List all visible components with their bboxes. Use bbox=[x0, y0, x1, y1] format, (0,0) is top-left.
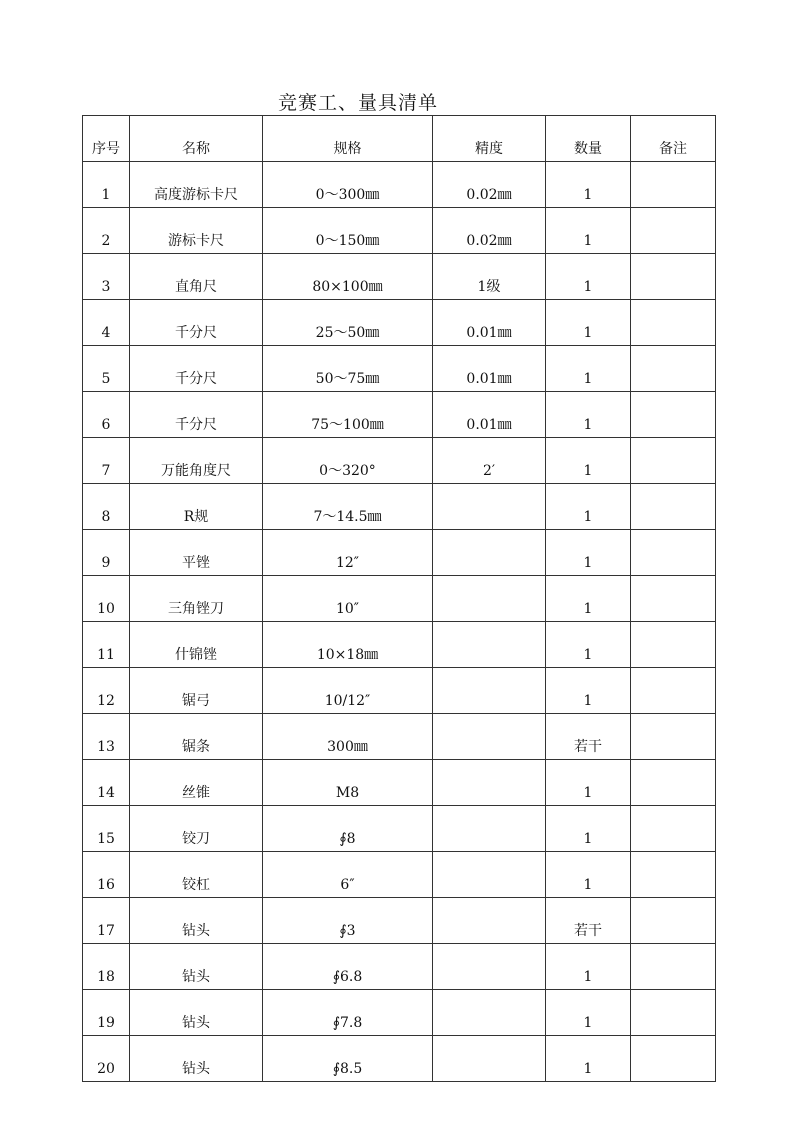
table-row bbox=[83, 898, 716, 944]
cell-name: 千分尺 bbox=[130, 300, 263, 346]
cell-index: 16 bbox=[83, 852, 130, 898]
cell-quantity: 1 bbox=[546, 346, 631, 392]
table-row bbox=[83, 530, 716, 576]
cell-spec: ∮6.8 bbox=[263, 944, 433, 990]
cell-precision bbox=[433, 484, 546, 530]
cell-quantity: 若干 bbox=[546, 898, 631, 944]
cell-name: 钻头 bbox=[130, 990, 263, 1036]
cell-precision: 0.01㎜ bbox=[433, 346, 546, 392]
cell-name: 铰杠 bbox=[130, 852, 263, 898]
cell-index: 18 bbox=[83, 944, 130, 990]
cell-spec: 25～50㎜ bbox=[263, 300, 433, 346]
cell-spec: 10″ bbox=[263, 576, 433, 622]
cell-remark bbox=[631, 530, 716, 576]
cell-precision bbox=[433, 714, 546, 760]
cell-remark bbox=[631, 990, 716, 1036]
cell-quantity: 1 bbox=[546, 622, 631, 668]
cell-name: 千分尺 bbox=[130, 392, 263, 438]
cell-name: 千分尺 bbox=[130, 346, 263, 392]
cell-spec: 80×100㎜ bbox=[263, 254, 433, 300]
cell-remark bbox=[631, 346, 716, 392]
cell-quantity: 1 bbox=[546, 162, 631, 208]
cell-spec: 0～150㎜ bbox=[263, 208, 433, 254]
cell-index: 17 bbox=[83, 898, 130, 944]
table-row bbox=[83, 392, 716, 438]
table-row bbox=[83, 576, 716, 622]
cell-name: 什锦锉 bbox=[130, 622, 263, 668]
cell-quantity: 1 bbox=[546, 1036, 631, 1082]
table-row bbox=[83, 622, 716, 668]
table-row bbox=[83, 346, 716, 392]
cell-index: 20 bbox=[83, 1036, 130, 1082]
table-row bbox=[83, 438, 716, 484]
cell-spec: ∮7.8 bbox=[263, 990, 433, 1036]
cell-index: 14 bbox=[83, 760, 130, 806]
cell-name: 游标卡尺 bbox=[130, 208, 263, 254]
cell-remark bbox=[631, 254, 716, 300]
cell-index: 11 bbox=[83, 622, 130, 668]
cell-name: 三角锉刀 bbox=[130, 576, 263, 622]
table-row bbox=[83, 162, 716, 208]
cell-name: 铰刀 bbox=[130, 806, 263, 852]
header-precision: 精度 bbox=[433, 116, 546, 162]
cell-precision: 1级 bbox=[433, 254, 546, 300]
cell-spec: 6″ bbox=[263, 852, 433, 898]
cell-index: 6 bbox=[83, 392, 130, 438]
cell-spec: M8 bbox=[263, 760, 433, 806]
cell-index: 9 bbox=[83, 530, 130, 576]
cell-remark bbox=[631, 806, 716, 852]
cell-precision bbox=[433, 622, 546, 668]
table-row bbox=[83, 254, 716, 300]
cell-remark bbox=[631, 622, 716, 668]
cell-quantity: 1 bbox=[546, 990, 631, 1036]
cell-index: 1 bbox=[83, 162, 130, 208]
table-row bbox=[83, 1036, 716, 1082]
cell-precision: 0.01㎜ bbox=[433, 300, 546, 346]
cell-remark bbox=[631, 760, 716, 806]
cell-quantity: 若干 bbox=[546, 714, 631, 760]
cell-index: 10 bbox=[83, 576, 130, 622]
cell-remark bbox=[631, 944, 716, 990]
cell-name: 钻头 bbox=[130, 1036, 263, 1082]
cell-index: 7 bbox=[83, 438, 130, 484]
cell-quantity: 1 bbox=[546, 300, 631, 346]
cell-quantity: 1 bbox=[546, 806, 631, 852]
cell-index: 12 bbox=[83, 668, 130, 714]
cell-remark bbox=[631, 300, 716, 346]
table-row bbox=[83, 300, 716, 346]
cell-quantity: 1 bbox=[546, 484, 631, 530]
table-row bbox=[83, 484, 716, 530]
cell-remark bbox=[631, 438, 716, 484]
header-spec: 规格 bbox=[263, 116, 433, 162]
cell-name: 丝锥 bbox=[130, 760, 263, 806]
cell-precision bbox=[433, 944, 546, 990]
cell-name: 直角尺 bbox=[130, 254, 263, 300]
cell-name: 钻头 bbox=[130, 898, 263, 944]
cell-spec: 10×18㎜ bbox=[263, 622, 433, 668]
cell-quantity: 1 bbox=[546, 760, 631, 806]
cell-spec: ∮3 bbox=[263, 898, 433, 944]
cell-precision bbox=[433, 1036, 546, 1082]
cell-index: 4 bbox=[83, 300, 130, 346]
header-remark: 备注 bbox=[631, 116, 716, 162]
cell-quantity: 1 bbox=[546, 852, 631, 898]
cell-remark bbox=[631, 714, 716, 760]
cell-precision: 0.02㎜ bbox=[433, 162, 546, 208]
cell-precision bbox=[433, 760, 546, 806]
cell-remark bbox=[631, 898, 716, 944]
header-name: 名称 bbox=[130, 116, 263, 162]
cell-precision: 0.02㎜ bbox=[433, 208, 546, 254]
cell-index: 19 bbox=[83, 990, 130, 1036]
cell-spec: 0～320° bbox=[263, 438, 433, 484]
cell-quantity: 1 bbox=[546, 392, 631, 438]
table-row bbox=[83, 944, 716, 990]
document-title: 竞赛工、量具清单 bbox=[278, 92, 439, 114]
cell-quantity: 1 bbox=[546, 530, 631, 576]
table-row bbox=[83, 760, 716, 806]
table-row bbox=[83, 806, 716, 852]
cell-name: 平锉 bbox=[130, 530, 263, 576]
cell-remark bbox=[631, 392, 716, 438]
cell-remark bbox=[631, 668, 716, 714]
cell-precision bbox=[433, 898, 546, 944]
cell-precision bbox=[433, 576, 546, 622]
cell-index: 15 bbox=[83, 806, 130, 852]
table-row bbox=[83, 990, 716, 1036]
cell-name: 锯弓 bbox=[130, 668, 263, 714]
cell-spec: 7～14.5㎜ bbox=[263, 484, 433, 530]
table-header-row bbox=[83, 116, 716, 162]
cell-index: 13 bbox=[83, 714, 130, 760]
cell-precision bbox=[433, 530, 546, 576]
cell-index: 5 bbox=[83, 346, 130, 392]
cell-name: 高度游标卡尺 bbox=[130, 162, 263, 208]
cell-spec: 50～75㎜ bbox=[263, 346, 433, 392]
table-row bbox=[83, 714, 716, 760]
cell-remark bbox=[631, 208, 716, 254]
cell-spec: 12″ bbox=[263, 530, 433, 576]
cell-spec: ∮8.5 bbox=[263, 1036, 433, 1082]
cell-name: 钻头 bbox=[130, 944, 263, 990]
header-index: 序号 bbox=[83, 116, 130, 162]
cell-precision: 2′ bbox=[433, 438, 546, 484]
table-body bbox=[83, 162, 716, 1082]
header-quantity: 数量 bbox=[546, 116, 631, 162]
cell-spec: 0～300㎜ bbox=[263, 162, 433, 208]
cell-quantity: 1 bbox=[546, 254, 631, 300]
cell-precision bbox=[433, 806, 546, 852]
table-row bbox=[83, 208, 716, 254]
cell-precision bbox=[433, 990, 546, 1036]
cell-remark bbox=[631, 484, 716, 530]
cell-spec: 10/12″ bbox=[263, 668, 433, 714]
cell-quantity: 1 bbox=[546, 668, 631, 714]
cell-spec: 75～100㎜ bbox=[263, 392, 433, 438]
cell-remark bbox=[631, 576, 716, 622]
cell-name: 锯条 bbox=[130, 714, 263, 760]
cell-quantity: 1 bbox=[546, 576, 631, 622]
cell-remark bbox=[631, 162, 716, 208]
cell-name: R规 bbox=[130, 484, 263, 530]
cell-name: 万能角度尺 bbox=[130, 438, 263, 484]
cell-quantity: 1 bbox=[546, 208, 631, 254]
cell-spec: 300㎜ bbox=[263, 714, 433, 760]
cell-precision: 0.01㎜ bbox=[433, 392, 546, 438]
table-row bbox=[83, 668, 716, 714]
cell-index: 8 bbox=[83, 484, 130, 530]
cell-index: 3 bbox=[83, 254, 130, 300]
cell-remark bbox=[631, 852, 716, 898]
cell-index: 2 bbox=[83, 208, 130, 254]
table-row bbox=[83, 852, 716, 898]
cell-quantity: 1 bbox=[546, 944, 631, 990]
cell-precision bbox=[433, 668, 546, 714]
cell-spec: ∮8 bbox=[263, 806, 433, 852]
cell-precision bbox=[433, 852, 546, 898]
cell-quantity: 1 bbox=[546, 438, 631, 484]
tools-table bbox=[82, 115, 716, 1082]
cell-remark bbox=[631, 1036, 716, 1082]
